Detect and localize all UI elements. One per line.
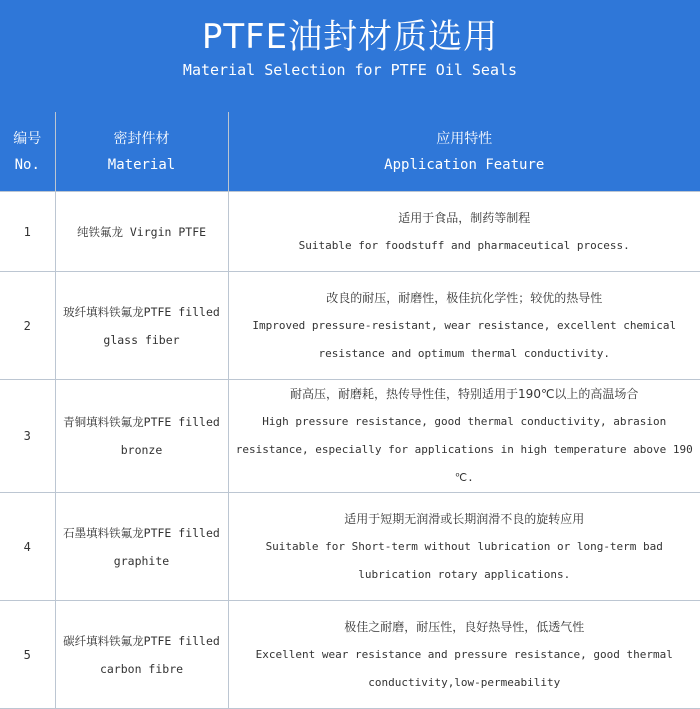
row-number: 2 (0, 272, 55, 380)
page-header (0, 0, 700, 113)
table-row (0, 192, 700, 272)
table-row (0, 601, 700, 709)
feature-zh: 改良的耐压，耐磨性，极佳抗化学性；较优的热导性 (231, 284, 699, 312)
row-feature (228, 601, 700, 709)
header-material (55, 112, 228, 192)
page-subtitle: Material Selection for PTFE Oil Seals (0, 60, 700, 80)
row-material: 纯铁氟龙 Virgin PTFE (55, 192, 228, 272)
header-material-zh: 密封件材 (56, 126, 228, 152)
feature-en: High pressure resistance, good thermal conductivity, abrasion resistance, especially for applications in high temperature above 190 ℃. (231, 408, 699, 492)
row-material: 玻纤填料铁氟龙PTFE filled glass fiber (55, 272, 228, 380)
table-row (0, 380, 700, 493)
header-no (0, 112, 55, 192)
row-number: 4 (0, 493, 55, 601)
page-title: PTFE油封材质选用 (0, 14, 700, 60)
material-table (0, 112, 700, 709)
header-feature (228, 112, 700, 192)
row-feature (228, 493, 700, 601)
header-feature-zh: 应用特性 (229, 126, 700, 152)
row-material: 青铜填料铁氟龙PTFE filled bronze (55, 380, 228, 493)
table-row (0, 493, 700, 601)
feature-en: Suitable for Short-term without lubrication or long-term bad lubrication rotary applications. (231, 533, 699, 589)
row-number: 1 (0, 192, 55, 272)
row-number: 5 (0, 601, 55, 709)
header-material-en: Material (56, 152, 228, 178)
header-no-zh: 编号 (0, 126, 55, 152)
row-number: 3 (0, 380, 55, 493)
feature-en: Excellent wear resistance and pressure resistance, good thermal conductivity,low-permeability (231, 641, 699, 697)
row-feature (228, 272, 700, 380)
feature-zh: 适用于食品，制药等制程 (231, 204, 699, 232)
row-material: 石墨填料铁氟龙PTFE filled graphite (55, 493, 228, 601)
table-row (0, 272, 700, 380)
row-material: 碳纤填料铁氟龙PTFE filled carbon fibre (55, 601, 228, 709)
feature-zh: 极佳之耐磨，耐压性，良好热导性，低透气性 (231, 613, 699, 641)
header-no-en: No. (0, 152, 55, 178)
row-feature (228, 192, 700, 272)
row-feature (228, 380, 700, 493)
feature-zh: 适用于短期无润滑或长期润滑不良的旋转应用 (231, 505, 699, 533)
header-feature-en: Application Feature (229, 152, 700, 178)
feature-zh: 耐高压，耐磨耗，热传导性佳，特别适用于190℃以上的高温场合 (231, 380, 699, 408)
feature-en: Improved pressure-resistant, wear resistance, excellent chemical resistance and optimum thermal conductivity. (231, 312, 699, 368)
feature-en: Suitable for foodstuff and pharmaceutical process. (231, 232, 699, 260)
table-header-row (0, 112, 700, 192)
